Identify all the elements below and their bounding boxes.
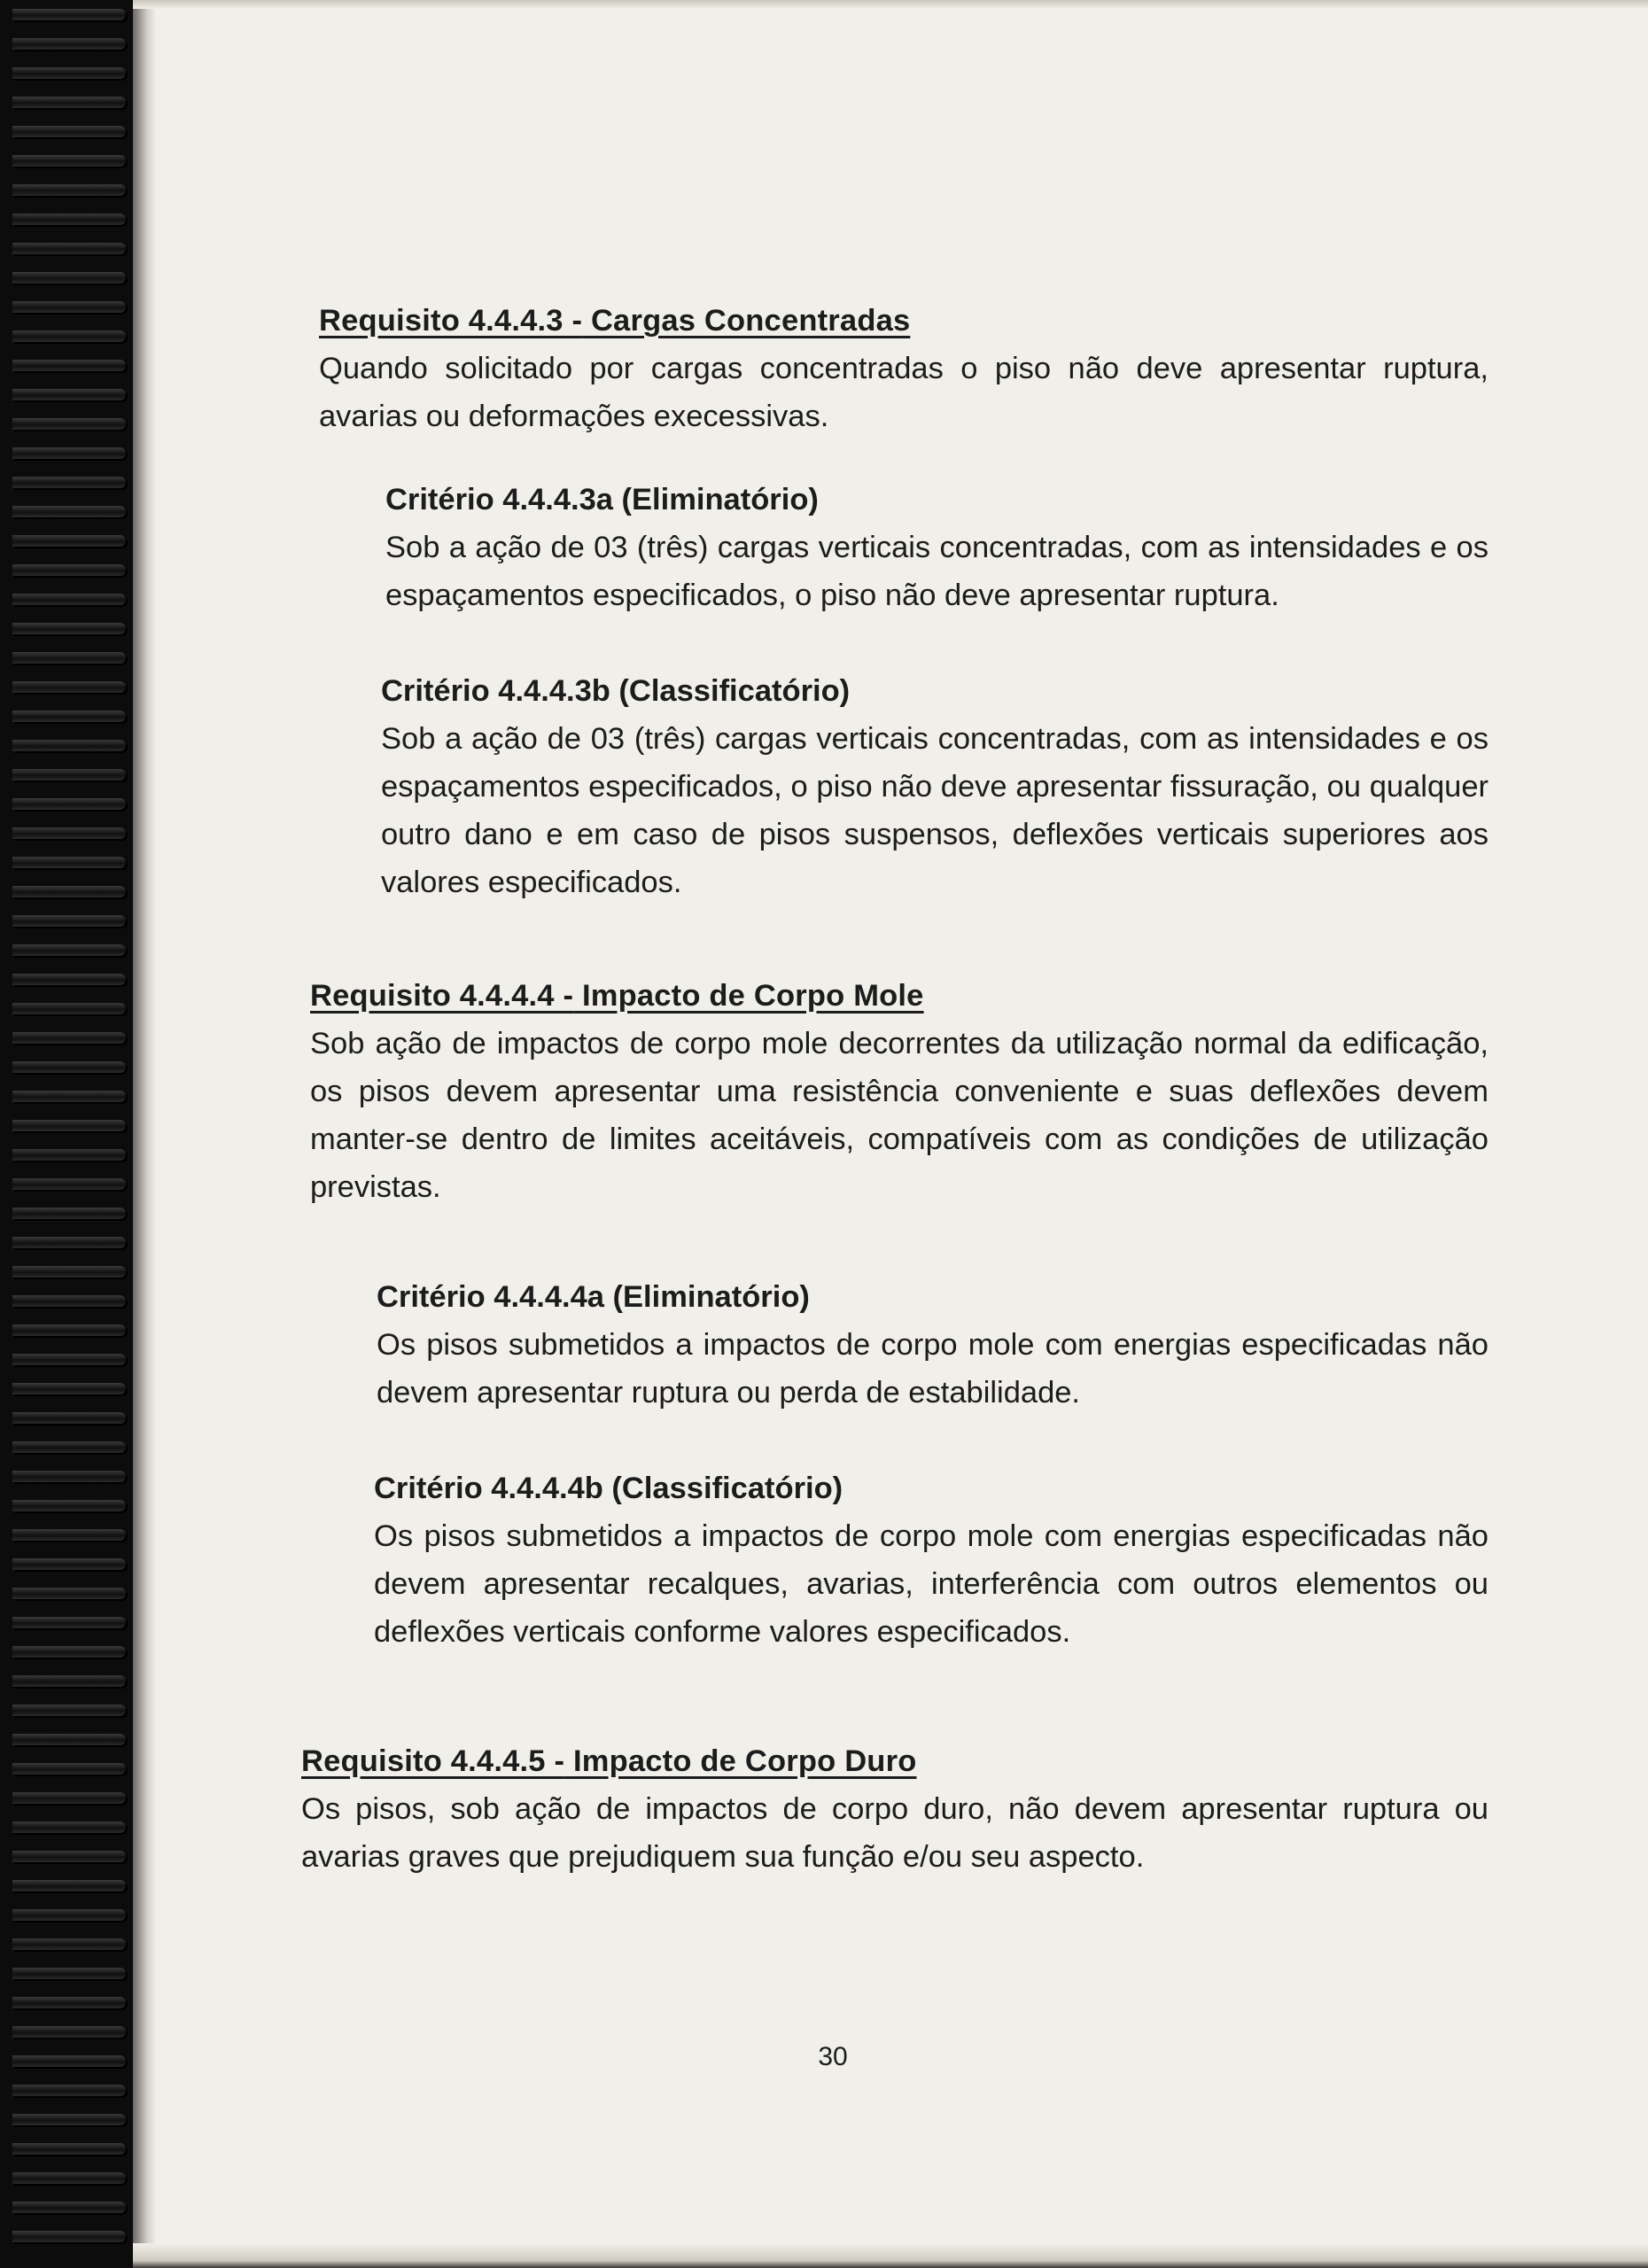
criterio-title: Critério 4.4.4.3a (Eliminatório) bbox=[385, 483, 819, 517]
binding-coil bbox=[12, 740, 126, 751]
binding-coil bbox=[12, 1880, 126, 1891]
binding-coil bbox=[12, 1938, 126, 1950]
binding-coil bbox=[12, 652, 126, 664]
binding-coil bbox=[12, 2114, 126, 2125]
binding-coil bbox=[12, 1032, 126, 1044]
criterio-text: Os pisos submetidos a impactos de corpo mole com energias especificadas não devem apresentar recalques, avarias, interferência com outros elementos ou deflexões verticais conforme valores especificados. bbox=[374, 1519, 1489, 1649]
requisito-number: Requisito 4.4.4.5 - bbox=[301, 1744, 565, 1778]
criterio-text: Sob a ação de 03 (três) cargas verticais concentradas, com as intensidades e os espaçamentos especificados, o piso não deve apresentar ruptura. bbox=[385, 531, 1489, 612]
binding-coil bbox=[12, 1705, 126, 1716]
requisito-title bbox=[310, 972, 924, 1020]
requisito-name: Cargas Concentradas bbox=[590, 304, 911, 338]
criterio-title: Critério 4.4.4.4a (Eliminatório) bbox=[377, 1280, 810, 1314]
binding-coil bbox=[12, 214, 126, 225]
binding-coil bbox=[12, 2143, 126, 2155]
binding-coil bbox=[12, 2085, 126, 2096]
binding-coil bbox=[12, 1588, 126, 1599]
binding-coil bbox=[12, 184, 126, 196]
binding-coil bbox=[12, 1734, 126, 1745]
requisito-text: Os pisos, sob ação de impactos de corpo duro, não devem apresentar ruptura ou avarias graves que prejudiquem sua função e/ou seu aspecto. bbox=[301, 1792, 1489, 1874]
binding-coil bbox=[12, 2055, 126, 2067]
requisito-text: Quando solicitado por cargas concentradas o piso não deve apresentar ruptura, avarias ou deformações execessivas. bbox=[319, 352, 1489, 433]
binding-coil bbox=[12, 974, 126, 985]
binding-coil bbox=[12, 126, 126, 137]
binding-coil bbox=[12, 798, 126, 810]
binding-coil bbox=[12, 1909, 126, 1921]
binding-coil bbox=[12, 272, 126, 284]
binding-coil bbox=[12, 506, 126, 517]
spiral-binding bbox=[0, 0, 133, 2268]
binding-coil bbox=[12, 389, 126, 400]
criterio-4-4-4-3a bbox=[385, 476, 1489, 619]
binding-coil bbox=[12, 827, 126, 839]
binding-coil bbox=[12, 886, 126, 897]
binding-coil bbox=[12, 535, 126, 547]
binding-coil bbox=[12, 1792, 126, 1804]
binding-coil bbox=[12, 711, 126, 722]
binding-coil bbox=[12, 1763, 126, 1775]
binding-coil bbox=[12, 1003, 126, 1014]
section-requisito-4-4-4-4 bbox=[310, 972, 1489, 1656]
binding-coil bbox=[12, 564, 126, 576]
binding-coil bbox=[12, 477, 126, 488]
document-body bbox=[301, 297, 1489, 1881]
criterio-text: Os pisos submetidos a impactos de corpo mole com energias especificadas não devem apresentar ruptura ou perda de estabilidade. bbox=[377, 1328, 1489, 1410]
binding-coil bbox=[12, 1149, 126, 1161]
criterio-4-4-4-3b bbox=[381, 667, 1489, 906]
criterio-4-4-4-4b bbox=[374, 1464, 1489, 1656]
binding-coil bbox=[12, 1617, 126, 1628]
criterio-4-4-4-4a bbox=[377, 1273, 1489, 1417]
section-requisito-4-4-4-3 bbox=[319, 297, 1489, 906]
page-top-edge bbox=[133, 0, 1648, 9]
binding-coil bbox=[12, 330, 126, 342]
binding-coil bbox=[12, 1412, 126, 1424]
binding-coil bbox=[12, 360, 126, 371]
binding-coil bbox=[12, 1120, 126, 1131]
binding-coil bbox=[12, 1208, 126, 1219]
binding-coil bbox=[12, 1821, 126, 1833]
requisito-text: Sob ação de impactos de corpo mole decorrentes da utilização normal da edificação, os pisos devem apresentar uma resistência conveniente e suas deflexões devem manter-se dentro de limites aceitáveis, compatíveis com as condições de utilização previstas. bbox=[310, 1027, 1489, 1204]
criterio-text: Sob a ação de 03 (três) cargas verticais concentradas, com as intensidades e os espaçamentos especificados, o piso não deve apresentar fissuração, ou qualquer outro dano e em caso de pisos suspensos, deflexões verticais superiores aos valores especificados. bbox=[381, 722, 1489, 899]
binding-coil bbox=[12, 2202, 126, 2213]
requisito-name: Impacto de Corpo Mole bbox=[581, 979, 924, 1013]
binding-coil bbox=[12, 301, 126, 313]
binding-coil bbox=[12, 1471, 126, 1482]
page-bottom-edge bbox=[133, 2243, 1648, 2268]
requisito-number: Requisito 4.4.4.3 - bbox=[319, 304, 583, 338]
binding-coil bbox=[12, 1324, 126, 1336]
binding-coil bbox=[12, 38, 126, 50]
binding-coil bbox=[12, 1968, 126, 1979]
criterio-title: Critério 4.4.4.3b (Classificatório) bbox=[381, 674, 851, 708]
binding-coil bbox=[12, 1441, 126, 1453]
binding-coil bbox=[12, 155, 126, 167]
page-number: 30 bbox=[818, 2042, 848, 2071]
requisito-title bbox=[319, 297, 910, 345]
binding-coil bbox=[12, 1675, 126, 1687]
binding-coil bbox=[12, 2172, 126, 2184]
binding-coil bbox=[12, 97, 126, 108]
binding-coil bbox=[12, 1500, 126, 1511]
binding-coil bbox=[12, 418, 126, 430]
binding-coil bbox=[12, 1354, 126, 1365]
binding-coil bbox=[12, 594, 126, 605]
binding-coil bbox=[12, 2026, 126, 2038]
binding-coil bbox=[12, 1295, 126, 1307]
binding-coil bbox=[12, 1178, 126, 1190]
requisito-title bbox=[301, 1737, 916, 1785]
binding-coil bbox=[12, 1237, 126, 1248]
binding-coil bbox=[12, 1061, 126, 1073]
binding-coil bbox=[12, 769, 126, 781]
binding-coil bbox=[12, 915, 126, 927]
binding-coil bbox=[12, 1646, 126, 1658]
binding-coil bbox=[12, 623, 126, 634]
binding-coil bbox=[12, 1529, 126, 1541]
binding-coil bbox=[12, 2231, 126, 2242]
binding-coil bbox=[12, 243, 126, 254]
binding-coil bbox=[12, 1851, 126, 1862]
binding-coil bbox=[12, 1091, 126, 1102]
binding-coil bbox=[12, 447, 126, 459]
binding-coil bbox=[12, 9, 126, 20]
binding-coil bbox=[12, 1383, 126, 1394]
binding-coil bbox=[12, 1266, 126, 1278]
binding-coil bbox=[12, 1997, 126, 2008]
section-requisito-4-4-4-5 bbox=[301, 1737, 1489, 1881]
binding-coil bbox=[12, 1558, 126, 1570]
criterio-title: Critério 4.4.4.4b (Classificatório) bbox=[374, 1472, 843, 1505]
requisito-number: Requisito 4.4.4.4 - bbox=[310, 979, 574, 1013]
binding-coil bbox=[12, 857, 126, 868]
requisito-name: Impacto de Corpo Duro bbox=[572, 1744, 917, 1778]
binding-coil bbox=[12, 944, 126, 956]
binding-coil bbox=[12, 681, 126, 693]
binding-coil bbox=[12, 67, 126, 79]
page-gutter-shadow bbox=[133, 0, 156, 2268]
